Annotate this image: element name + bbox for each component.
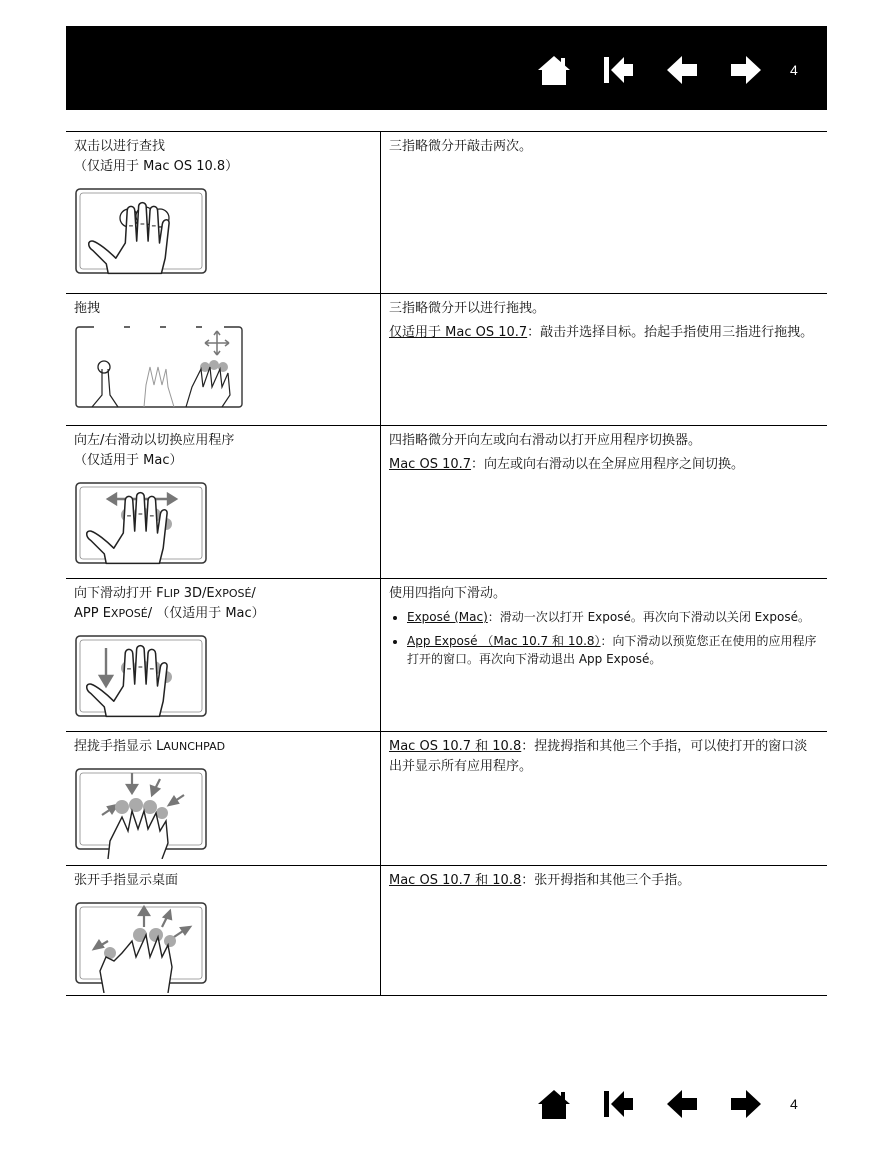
gesture-description-cell: [381, 732, 828, 866]
gesture-name-cell: [66, 732, 381, 866]
gesture-name-cell: [66, 426, 381, 579]
list-item: • App Exposé （Mac 10.7 和 10.8）：向下滑动以预览您正在使用的应用程序打开的窗口。再次向下滑动退出 App Exposé。: [407, 632, 819, 668]
home-icon[interactable]: [536, 1086, 572, 1122]
gesture-name-cell: [66, 132, 381, 294]
gesture-name-cell: [66, 294, 381, 426]
gesture-description-cell: [381, 294, 828, 426]
os-version-link[interactable]: Mac OS 10.7 和 10.8: [389, 873, 522, 888]
description-text: 三指略微分开敲击两次。: [389, 139, 533, 154]
gesture-name-cell: [66, 579, 381, 732]
table-row: [66, 294, 827, 426]
description-text: ：敲击并选择目标。抬起手指使用三指进行拖拽。: [527, 325, 814, 340]
gesture-table: [66, 131, 827, 996]
table-row: [66, 579, 827, 732]
gesture-description-cell: [381, 866, 828, 996]
gesture-title: 拖拽: [74, 301, 101, 316]
gesture-title: 双击以进行查找 （仅适用于 Mac OS 10.8）: [74, 139, 239, 174]
description-text: ：张开拇指和其他三个手指。: [521, 873, 691, 888]
gesture-title: 向下滑动打开 FLIP 3D/EXPOSÉ/ APP EXPOSÉ/ （仅适用于 Mac）: [74, 586, 265, 621]
table-row: [66, 426, 827, 579]
list-item: • Exposé (Mac)：滑动一次以打开 Exposé。再次向下滑动以关闭 Exposé。: [407, 608, 819, 626]
top-navigation: [536, 52, 798, 88]
table-row: [66, 132, 827, 294]
next-page-icon[interactable]: [728, 1086, 764, 1122]
description-text: 四指略微分开向左或向右滑动以打开应用程序切换器。: [389, 433, 702, 448]
description-text: ：向左或向右滑动以在全屏应用程序之间切换。: [471, 457, 745, 472]
table-row: [66, 866, 827, 996]
pinch-launchpad-illustration: [74, 767, 372, 859]
prev-page-icon[interactable]: [664, 52, 700, 88]
swipe-down-illustration: [74, 634, 372, 720]
spread-desktop-illustration: [74, 901, 372, 993]
page-number: 4: [790, 1096, 798, 1112]
gesture-description-cell: [381, 579, 828, 732]
gesture-title: 向左/右滑动以切换应用程序 （仅适用于 Mac）: [74, 433, 235, 468]
swipe-left-right-illustration: [74, 481, 372, 567]
first-page-icon[interactable]: [600, 1086, 636, 1122]
description-text: 三指略微分开以进行拖拽。: [389, 301, 546, 316]
gesture-title: 捏拢手指显示 LAUNCHPAD: [74, 739, 226, 754]
expose-link[interactable]: Exposé (Mac): [407, 610, 488, 624]
table-row: [66, 732, 827, 866]
os-version-link[interactable]: Mac OS 10.7 和 10.8: [389, 739, 522, 754]
gesture-description-cell: [381, 426, 828, 579]
page-number: 4: [790, 62, 798, 78]
description-text: 使用四指向下滑动。: [389, 586, 507, 601]
description-text: ：捏拢拇指和其他三个手指，可以使打开的窗口淡出并显示所有应用程序。: [389, 739, 808, 774]
bottom-navigation: [536, 1086, 798, 1122]
gesture-name-cell: [66, 866, 381, 996]
drag-illustration: [74, 325, 372, 411]
os-version-link[interactable]: Mac OS 10.7: [389, 457, 472, 472]
prev-page-icon[interactable]: [664, 1086, 700, 1122]
home-icon[interactable]: [536, 52, 572, 88]
os-version-link[interactable]: 仅适用于 Mac OS 10.7: [389, 325, 528, 340]
app-expose-link[interactable]: App Exposé （Mac 10.7 和 10.8）: [407, 634, 601, 648]
double-tap-illustration: [74, 187, 372, 275]
gesture-title: 张开手指显示桌面: [74, 873, 179, 888]
first-page-icon[interactable]: [600, 52, 636, 88]
next-page-icon[interactable]: [728, 52, 764, 88]
gesture-description-cell: [381, 132, 828, 294]
